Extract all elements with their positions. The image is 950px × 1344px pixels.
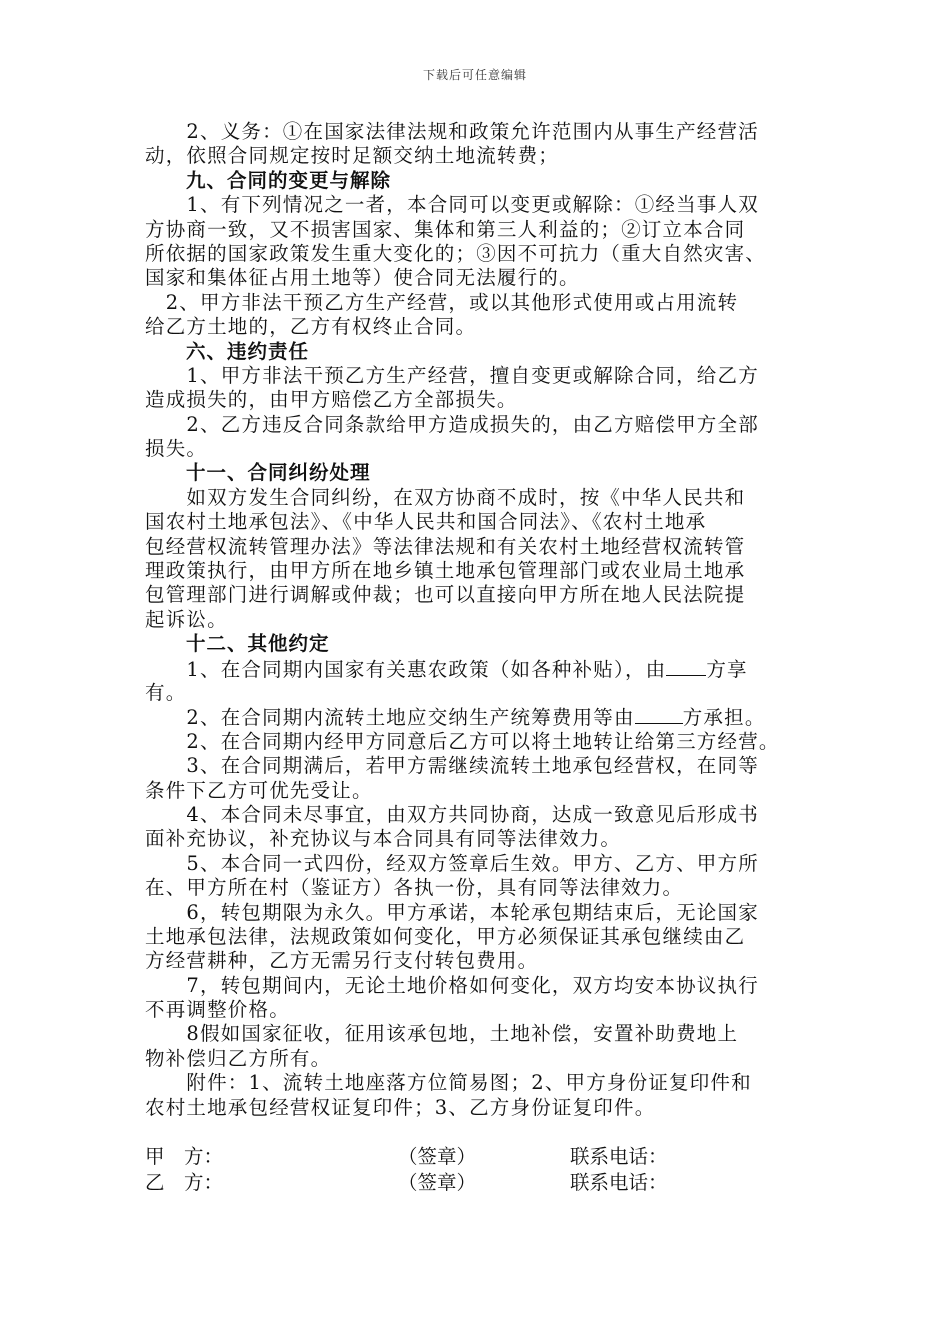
party-label: 甲 方： bbox=[145, 1145, 224, 1169]
contract-text bbox=[145, 120, 825, 1120]
document-body bbox=[145, 120, 825, 1196]
line-text: 2、在合同期内经甲方同意后乙方可以将土地转让给第三方经营。 bbox=[145, 729, 780, 753]
line-text: 国家和集体征占用土地等）使合同无法履行的。 bbox=[145, 266, 580, 290]
line-text: 土地承包法律，法规政策如何变化，甲方必须保证其承包继续由乙 bbox=[145, 924, 746, 948]
line-text: 国农村土地承包法》、《中华人民共和国合同法》、《农村土地承 bbox=[145, 510, 707, 534]
signature-row bbox=[145, 1144, 825, 1170]
text-line bbox=[145, 413, 825, 437]
text-line bbox=[145, 193, 825, 217]
text-line bbox=[145, 1047, 825, 1071]
text-line bbox=[145, 681, 825, 705]
text-line bbox=[145, 608, 825, 632]
line-text: 4、本合同未尽事宜，由双方共同协商，达成一致意见后形成书 bbox=[145, 802, 759, 826]
section-heading bbox=[145, 340, 825, 364]
line-text: 2、义务：①在国家法律法规和政策允许范围内从事生产经营活 bbox=[145, 120, 759, 143]
line-text: 九、合同的变更与解除 bbox=[145, 168, 392, 192]
line-text: 理政策执行，由甲方所在地乡镇土地承包管理部门或农业局土地承 bbox=[145, 559, 746, 583]
text-line bbox=[145, 364, 825, 388]
text-line bbox=[145, 144, 825, 168]
line-text: 损失。 bbox=[145, 437, 208, 461]
line-text: 方经营耕种，乙方无需另行支付转包费用。 bbox=[145, 949, 539, 973]
text-line bbox=[145, 266, 825, 290]
line-text: 8假如国家征收，征用该承包地，土地补偿，安置补助费地上 bbox=[145, 1022, 739, 1046]
phone-label: 联系电话： bbox=[570, 1171, 668, 1195]
line-text: 如双方发生合同纠纷，在双方协商不成时，按《中华人民共和 bbox=[145, 485, 746, 509]
text-line bbox=[145, 730, 825, 754]
text-line bbox=[145, 852, 825, 876]
line-text: 附件：1、流转土地座落方位简易图；2、甲方身份证复印件和 bbox=[145, 1071, 752, 1095]
line-text: 农村土地承包经营权证复印件；3、乙方身份证复印件。 bbox=[145, 1095, 656, 1119]
line-text: 不再调整价格。 bbox=[145, 998, 290, 1022]
line-text: 物补偿归乙方所有。 bbox=[145, 1046, 332, 1070]
line-text: 十二、其他约定 bbox=[145, 632, 330, 656]
fill-in-blank bbox=[666, 657, 706, 676]
text-line bbox=[145, 486, 825, 510]
party-label: 乙 方： bbox=[145, 1171, 224, 1195]
seal-label: （签章） bbox=[398, 1171, 477, 1195]
text-line bbox=[145, 559, 825, 583]
text-line bbox=[145, 803, 825, 827]
text-line bbox=[145, 876, 825, 900]
line-text: 1、甲方非法干预乙方生产经营，擅自变更或解除合同，给乙方 bbox=[145, 363, 759, 387]
text-line bbox=[145, 901, 825, 925]
text-line bbox=[145, 705, 825, 729]
text-line bbox=[145, 949, 825, 973]
line-text: 5、本合同一式四份，经双方签章后生效。甲方、乙方、甲方所 bbox=[145, 851, 759, 875]
spacer bbox=[145, 1120, 825, 1144]
line-text: 1、在合同期内国家有关惠农政策（如各种补贴），由 bbox=[145, 657, 667, 681]
line-text: 有。 bbox=[145, 680, 187, 704]
line-text: 方协商一致，又不损害国家、集体和第三人利益的；②订立本合同 bbox=[145, 217, 746, 241]
text-line bbox=[145, 218, 825, 242]
text-line bbox=[145, 291, 825, 315]
phone-label: 联系电话： bbox=[570, 1145, 668, 1169]
line-text: 所依据的国家政策发生重大变化的；③因不可抗力（重大自然灾害、 bbox=[145, 241, 767, 265]
line-text: 给乙方土地的，乙方有权终止合同。 bbox=[145, 315, 477, 339]
text-line bbox=[145, 388, 825, 412]
text-line bbox=[145, 754, 825, 778]
text-line bbox=[145, 1071, 825, 1095]
text-line bbox=[145, 510, 825, 534]
line-text: 2、在合同期内流转土地应交纳生产统筹费用等由 bbox=[145, 706, 635, 730]
text-line bbox=[145, 120, 825, 144]
signature-row bbox=[145, 1170, 825, 1196]
line-text: 十一、合同纠纷处理 bbox=[145, 461, 371, 485]
text-line bbox=[145, 535, 825, 559]
signature-block bbox=[145, 1144, 825, 1196]
text-line bbox=[145, 827, 825, 851]
text-line bbox=[145, 779, 825, 803]
text-line bbox=[145, 998, 825, 1022]
line-text: 2、甲方非法干预乙方生产经营，或以其他形式使用或占用流转 bbox=[145, 290, 739, 314]
line-text: 包经营权流转管理办法》等法律法规和有关农村土地经营权流转管 bbox=[145, 534, 746, 558]
text-line bbox=[145, 437, 825, 461]
text-line bbox=[145, 925, 825, 949]
text-line bbox=[145, 1022, 825, 1046]
line-text: 3、在合同期满后，若甲方需继续流转土地承包经营权，在同等 bbox=[145, 754, 759, 778]
line-text: 2、乙方违反合同条款给甲方造成损失的，由乙方赔偿甲方全部 bbox=[145, 412, 759, 436]
text-line bbox=[145, 1096, 825, 1120]
line-text: 1、有下列情况之一者，本合同可以变更或解除：①经当事人双 bbox=[145, 193, 759, 217]
line-text: 造成损失的，由甲方赔偿乙方全部损失。 bbox=[145, 388, 518, 412]
line-text-after-blank: 方承担。 bbox=[682, 706, 766, 730]
line-text: 7，转包期间内，无论土地价格如何变化，双方均安本协议执行 bbox=[145, 973, 759, 997]
line-text: 六、违约责任 bbox=[145, 339, 310, 363]
line-text: 6，转包期限为永久。甲方承诺，本轮承包期结束后，无论国家 bbox=[145, 900, 759, 924]
text-line bbox=[145, 583, 825, 607]
line-text: 动，依照合同规定按时足额交纳土地流转费； bbox=[145, 144, 560, 168]
seal-label: （签章） bbox=[398, 1145, 477, 1169]
line-text: 在、甲方所在村（鉴证方）各执一份，具有同等法律效力。 bbox=[145, 876, 684, 900]
line-text: 面补充协议，补充协议与本合同具有同等法律效力。 bbox=[145, 827, 622, 851]
line-text-after-blank: 方享 bbox=[706, 657, 748, 681]
line-text: 包管理部门进行调解或仲裁；也可以直接向甲方所在地人民法院提 bbox=[145, 583, 746, 607]
section-heading bbox=[145, 169, 825, 193]
line-text: 起诉讼。 bbox=[145, 607, 228, 631]
text-line bbox=[145, 242, 825, 266]
text-line bbox=[145, 315, 825, 339]
line-text: 条件下乙方可优先受让。 bbox=[145, 778, 373, 802]
section-heading bbox=[145, 632, 825, 656]
text-line bbox=[145, 657, 825, 681]
text-line bbox=[145, 974, 825, 998]
page-header: 下载后可任意编辑 bbox=[422, 68, 527, 82]
fill-in-blank bbox=[635, 705, 683, 724]
section-heading bbox=[145, 461, 825, 485]
